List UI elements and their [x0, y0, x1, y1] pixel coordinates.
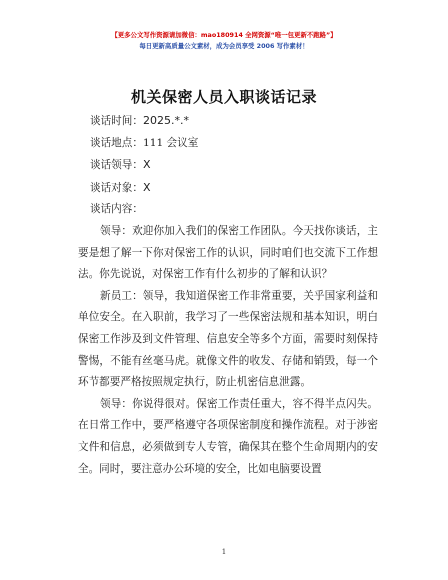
document-body [78, 110, 378, 480]
meta-content-label: 谈话内容： [90, 203, 143, 216]
meta-location [78, 133, 378, 155]
meta-time-label: 谈话时间： [90, 115, 143, 127]
meta-time-value: 2025.*.* [142, 114, 189, 127]
meta-location-value: 111 会议室 [142, 136, 199, 149]
document-title: 机关保密人员入职谈话记录 [130, 88, 317, 106]
meta-location-label: 谈话地点： [90, 136, 143, 149]
meta-subject [78, 177, 378, 200]
meta-subject-label: 谈话对象： [90, 181, 143, 194]
promo-banner-line-1: 【更多公文写作资源请加微信：mao180914 全网资源“唯一包更新不跑路”】 [111, 31, 337, 39]
page-number: 1 [221, 548, 227, 556]
promo-banner [0, 30, 448, 52]
promo-banner-line-2: 每日更新高质量公文素材，成为会员享受 2006 写作素材！ [139, 42, 309, 50]
paragraph-employee-1: 新员工：领导，我知道保密工作非常重要，关乎国家利益和单位安全。在入职前，我学习了一些保密法规和基本知识，明白保密工作涉及到文件管理、信息安全等多个方面，需要时刻保持警惕，不能有丝毫马虎。就像文件的收发、存储和销毁，每一个环节都要严格按照规定执行，防止机密信息泄露。 [78, 289, 378, 389]
meta-subject-value: X [142, 180, 151, 194]
paragraph-leader-2: 领导：你说得很对。保密工作责任重大，容不得半点闪失。在日常工作中，要严格遵守各项保密制度和操作流程。对于涉密文件和信息，必须做到专人专管，确保其在整个生命周期内的安全。同时，要注意办公环境的安全，比如电脑要设置 [78, 397, 378, 475]
meta-leader [78, 154, 378, 177]
paragraph-leader-1: 领导：欢迎你加入我们的保密工作团队。今天找你谈话，主要是想了解一下你对保密工作的认识，同时咱们也交流下工作想法。你先说说，对保密工作有什么初步的了解和认识？ [78, 224, 378, 281]
meta-leader-label: 谈话领导： [90, 159, 143, 172]
meta-leader-value: X [142, 158, 151, 172]
meta-content [78, 199, 378, 221]
meta-time [78, 110, 378, 133]
